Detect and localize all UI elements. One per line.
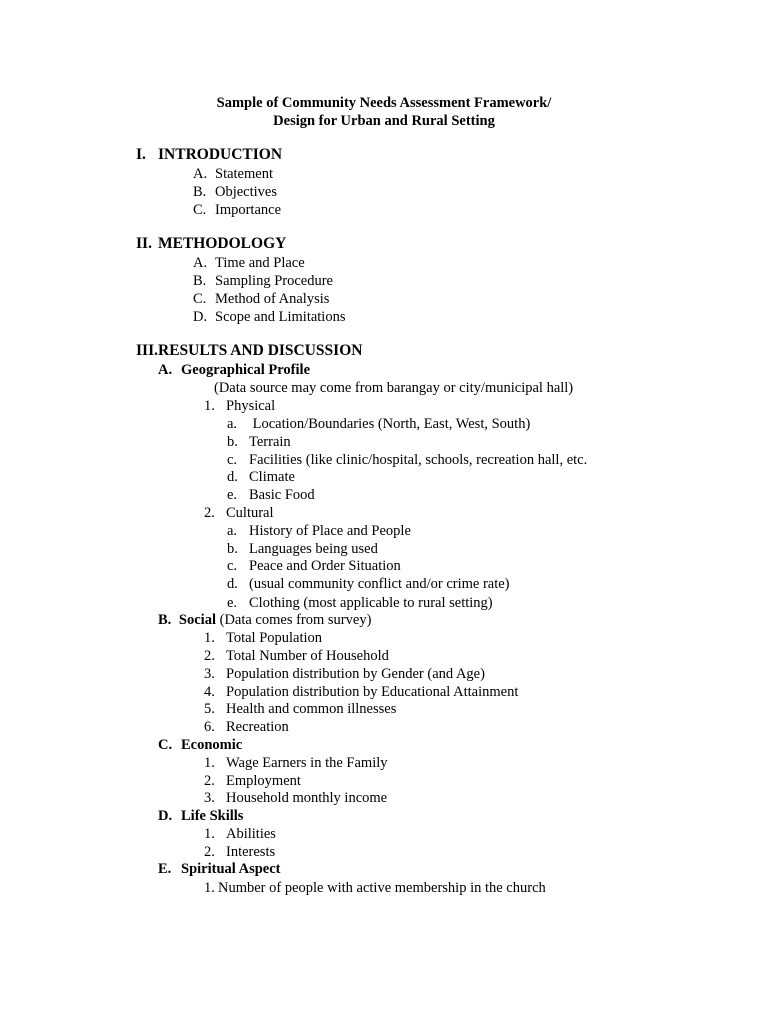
method-item-sampling: Sampling Procedure xyxy=(215,273,333,289)
method-item-marker: C. xyxy=(193,291,207,307)
method-item-time-place: Time and Place xyxy=(215,255,305,271)
cultural-item-languages: Languages being used xyxy=(249,541,378,557)
intro-item-marker: B. xyxy=(193,184,207,200)
intro-item-statement: Statement xyxy=(215,166,273,182)
cultural-item-history: History of Place and People xyxy=(249,523,411,539)
physical-item-marker: c. xyxy=(227,452,238,468)
subsection-marker: D. xyxy=(158,808,173,824)
method-item-scope: Scope and Limitations xyxy=(215,309,346,325)
method-item-marker: D. xyxy=(193,309,208,325)
subsection-marker: C. xyxy=(158,737,173,753)
economic-item-employment: Employment xyxy=(226,773,301,789)
document-title-line-1: Sample of Community Needs Assessment Framework/ xyxy=(216,95,552,111)
spiritual-item-marker: 1. xyxy=(204,880,215,896)
economic-item-marker: 1. xyxy=(204,755,215,771)
social-item-recreation: Recreation xyxy=(226,719,289,735)
physical-item-location: Location/Boundaries (North, East, West, South) xyxy=(249,416,531,432)
cultural-item-conflict-crime: (usual community conflict and/or crime rate) xyxy=(249,576,510,592)
social-item-gender-age: Population distribution by Gender (and Age) xyxy=(226,666,485,682)
geo-item-cultural: Cultural xyxy=(226,505,274,521)
social-item-education: Population distribution by Educational Attainment xyxy=(226,684,519,700)
section-heading-introduction: INTRODUCTION xyxy=(158,146,283,163)
section-heading-methodology: METHODOLOGY xyxy=(158,235,287,252)
subsection-marker: A. xyxy=(158,362,173,378)
physical-item-marker: b. xyxy=(227,434,238,450)
intro-item-marker: A. xyxy=(193,166,208,182)
social-item-marker: 2. xyxy=(204,648,215,664)
subsection-life-skills: Life Skills xyxy=(181,808,244,824)
physical-item-basic-food: Basic Food xyxy=(249,487,315,503)
subsection-spiritual-aspect: Spiritual Aspect xyxy=(181,861,281,877)
social-item-marker: 1. xyxy=(204,630,215,646)
subsection-marker: B. xyxy=(158,612,172,628)
physical-item-marker: e. xyxy=(227,487,238,503)
social-data-source-note: (Data comes from survey) xyxy=(219,612,372,628)
spiritual-item-church-membership: Number of people with active membership in the church xyxy=(218,880,546,896)
life-skills-item-interests: Interests xyxy=(226,844,276,860)
method-item-marker: B. xyxy=(193,273,207,289)
physical-item-terrain: Terrain xyxy=(249,434,291,450)
social-item-marker: 3. xyxy=(204,666,215,682)
intro-item-objectives: Objectives xyxy=(215,184,278,200)
document-title-line-2: Design for Urban and Rural Setting xyxy=(273,113,495,129)
economic-item-wage-earners: Wage Earners in the Family xyxy=(226,755,388,771)
subsection-social xyxy=(158,611,371,629)
economic-item-marker: 3. xyxy=(204,790,215,806)
social-item-health: Health and common illnesses xyxy=(226,701,397,717)
method-item-marker: A. xyxy=(193,255,208,271)
physical-item-marker: d. xyxy=(227,469,238,485)
subsection-economic: Economic xyxy=(181,737,243,753)
social-item-marker: 4. xyxy=(204,684,215,700)
social-item-total-population: Total Population xyxy=(226,630,323,646)
cultural-item-marker: b. xyxy=(227,541,238,557)
subsection-geographical-profile: Geographical Profile xyxy=(181,362,310,378)
cultural-item-marker: e. xyxy=(227,595,238,611)
life-skills-item-abilities: Abilities xyxy=(226,826,276,842)
social-item-marker: 6. xyxy=(204,719,215,735)
intro-item-importance: Importance xyxy=(215,202,282,218)
subsection-social-label: Social xyxy=(178,612,216,628)
section-number-intro: I. xyxy=(136,146,146,163)
economic-item-marker: 2. xyxy=(204,773,215,789)
cultural-item-peace-order: Peace and Order Situation xyxy=(249,558,401,574)
cultural-item-marker: c. xyxy=(227,558,238,574)
method-item-analysis: Method of Analysis xyxy=(215,291,330,307)
geographical-data-source-note: (Data source may come from barangay or city/municipal hall) xyxy=(214,380,574,396)
section-heading-results-discussion: RESULTS AND DISCUSSION xyxy=(158,342,363,359)
social-item-household: Total Number of Household xyxy=(226,648,389,664)
section-number-methodology: II. xyxy=(136,235,152,252)
geo-item-marker: 1. xyxy=(204,398,215,414)
economic-item-income: Household monthly income xyxy=(226,790,388,806)
life-skills-item-marker: 2. xyxy=(204,844,215,860)
cultural-item-marker: a. xyxy=(227,523,238,539)
subsection-marker: E. xyxy=(158,861,172,877)
physical-item-climate: Climate xyxy=(249,469,295,485)
section-number-results: III. xyxy=(136,342,158,359)
physical-item-facilities: Facilities (like clinic/hospital, schools, recreation hall, etc. xyxy=(249,452,588,468)
geo-item-physical: Physical xyxy=(226,398,276,414)
intro-item-marker: C. xyxy=(193,202,207,218)
physical-item-marker: a. xyxy=(227,416,238,432)
geo-item-marker: 2. xyxy=(204,505,215,521)
life-skills-item-marker: 1. xyxy=(204,826,215,842)
cultural-item-clothing: Clothing (most applicable to rural setting) xyxy=(249,595,493,611)
cultural-item-marker: d. xyxy=(227,576,238,592)
social-item-marker: 5. xyxy=(204,701,215,717)
